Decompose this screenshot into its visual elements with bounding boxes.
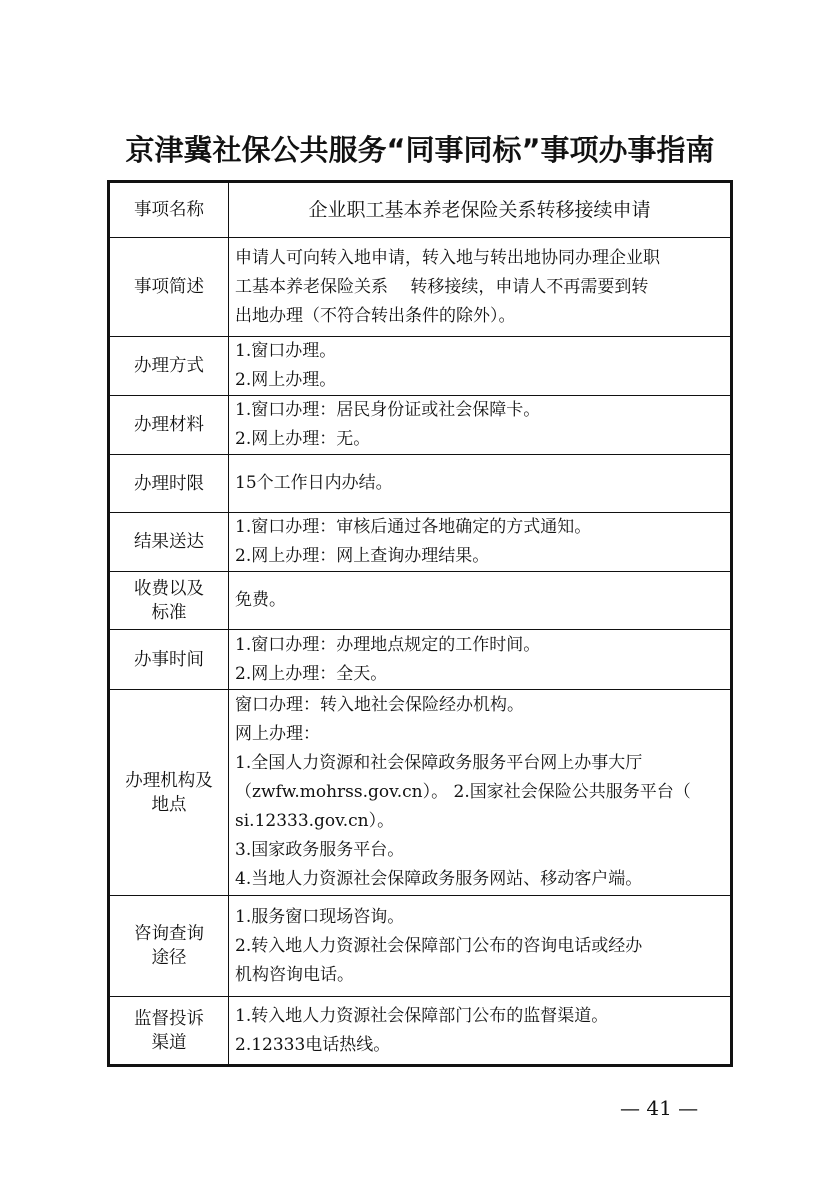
row-label-line: 收费以及 [134, 578, 204, 599]
guide-table [107, 180, 733, 1067]
row-value-line: 出地办理（不符合转出条件的除外）。 [235, 305, 516, 326]
row-label-line: 渠道 [151, 1032, 187, 1053]
row-value-line: 工基本养老保险关系 转移接续，申请人不再需要到转 [235, 276, 649, 297]
row-value-line: 2.12333电话热线。 [235, 1034, 391, 1055]
row-value-line: 1.全国人力资源和社会保障政务服务平台网上办事大厅 [235, 753, 643, 773]
row-value [229, 896, 732, 997]
row-label-line: 咨询查询 [134, 924, 204, 944]
row-label-line: 办理材料 [134, 415, 204, 435]
row-label-line: 地点 [151, 794, 187, 815]
row-label [109, 337, 229, 396]
row-value-line: 1.服务窗口现场咨询。 [235, 906, 405, 927]
row-value-line: 1.窗口办理：审核后通过各地确定的方式通知。 [235, 517, 592, 537]
table-row [109, 572, 732, 630]
row-label [109, 630, 229, 690]
row-value-line: 15个工作日内办结。 [235, 473, 393, 493]
row-value [229, 337, 732, 396]
row-value-line: 2.网上办理。 [235, 370, 337, 390]
row-value [229, 690, 732, 896]
row-label-line: 事项简述 [134, 277, 204, 297]
row-value [229, 630, 732, 690]
row-value-line: 免费。 [235, 590, 286, 610]
row-label [109, 572, 229, 630]
row-value-line: 1.窗口办理：居民身份证或社会保障卡。 [235, 400, 541, 420]
row-value-line: 2.网上办理：网上查询办理结果。 [235, 546, 490, 566]
table-row [109, 182, 732, 238]
table-row [109, 396, 732, 455]
row-label-line: 标准 [151, 602, 187, 623]
row-label-line: 结果送达 [134, 532, 204, 552]
row-value-line: 窗口办理：转入地社会保险经办机构。 [235, 695, 524, 715]
row-label [109, 690, 229, 896]
page-number: — 41 — [620, 1096, 699, 1120]
row-label-line: 办理机构及 [125, 770, 213, 791]
page-title: 京津冀社保公共服务“同事同标”事项办事指南 [125, 133, 715, 167]
row-value-line: 1.窗口办理：办理地点规定的工作时间。 [235, 634, 541, 655]
row-value-line: si.12333.gov.cn）。 [235, 811, 395, 831]
row-value [229, 572, 732, 630]
row-value-line: 1.转入地人力资源社会保障部门公布的监督渠道。 [235, 1005, 609, 1026]
row-label [109, 896, 229, 997]
row-value-line: 1.窗口办理。 [235, 341, 337, 361]
row-value-line: 2.网上办理：无。 [235, 429, 371, 449]
table-row [109, 513, 732, 572]
row-label [109, 182, 229, 238]
row-value-line: 2.网上办理：全天。 [235, 663, 388, 684]
table-row [109, 896, 732, 997]
row-value [229, 182, 732, 238]
row-label [109, 513, 229, 572]
table-row [109, 455, 732, 513]
row-value [229, 513, 732, 572]
row-label-line: 监督投诉 [134, 1008, 204, 1029]
row-value [229, 997, 732, 1066]
row-value-line: 2.转入地人力资源社会保障部门公布的咨询电话或经办 [235, 935, 643, 956]
row-value-line: 3.国家政务服务平台。 [235, 840, 405, 860]
row-value [229, 238, 732, 337]
table-row [109, 690, 732, 896]
row-label [109, 455, 229, 513]
row-label [109, 238, 229, 337]
row-value-line: 网上办理： [235, 724, 320, 744]
row-label-line: 办事时间 [134, 649, 204, 670]
row-label-line: 办理方式 [134, 356, 204, 376]
table-row [109, 337, 732, 396]
table-row [109, 238, 732, 337]
row-value [229, 455, 732, 513]
row-label-line: 事项名称 [134, 200, 204, 220]
row-label-line: 途径 [151, 948, 187, 968]
row-value-line: 机构咨询电话。 [235, 964, 354, 985]
table-row [109, 630, 732, 690]
row-value-line: 企业职工基本养老保险关系转移接续申请 [308, 198, 651, 221]
row-value [229, 396, 732, 455]
table-row [109, 997, 732, 1066]
row-label [109, 396, 229, 455]
row-value-line: 4.当地人力资源社会保障政务服务网站、移动客户端。 [235, 869, 643, 889]
row-label [109, 997, 229, 1066]
row-value-line: （zwfw.mohrss.gov.cn）。 2.国家社会保险公共服务平台（ [235, 782, 691, 802]
row-value-line: 申请人可向转入地申请，转入地与转出地协同办理企业职 [235, 247, 660, 268]
row-label-line: 办理时限 [134, 473, 204, 494]
